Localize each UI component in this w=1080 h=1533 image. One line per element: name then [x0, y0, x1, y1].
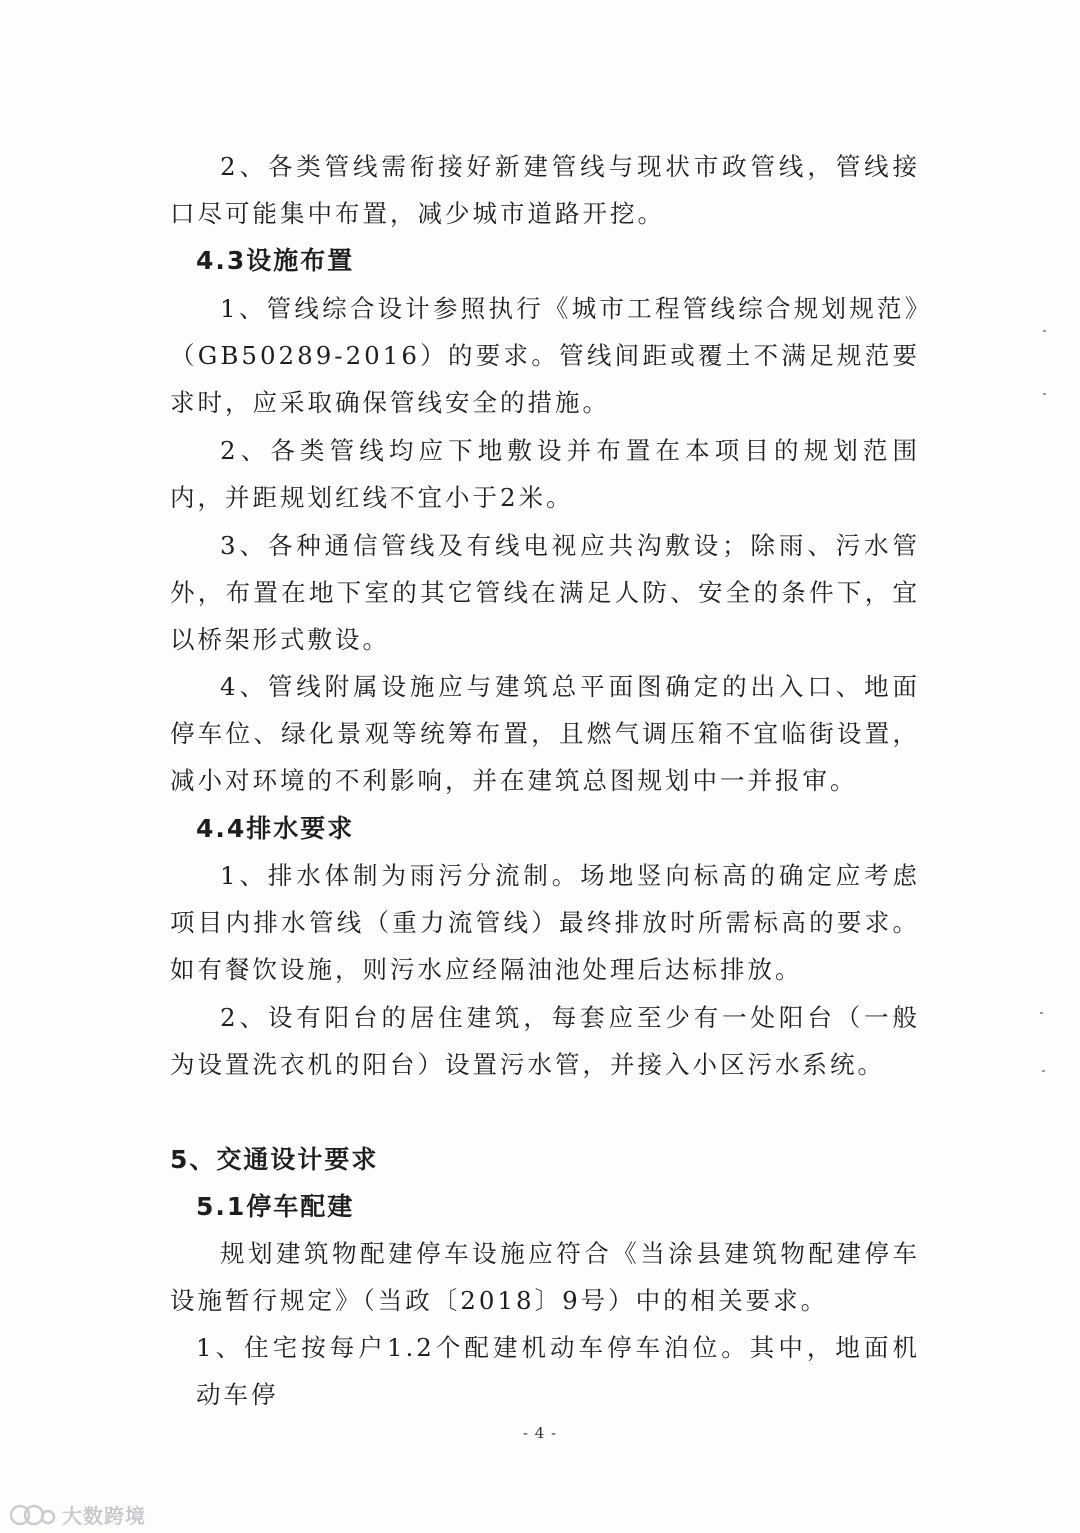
- paragraph-4-4-item-2: 2、设有阳台的居住建筑，每套应至少有一处阳台（一般为设置洗衣机的阳台）设置污水管，并接入小区污水系统。: [170, 1003, 920, 1079]
- scan-speck: [1040, 1012, 1043, 1014]
- scan-speck: [1043, 393, 1046, 395]
- section-heading-4-3: 4.3设施布置: [196, 246, 355, 275]
- paragraph-4-4-item-1: 1、排水体制为雨污分流制。场地竖向标高的确定应考虑项目内排水管线（重力流管线）最终排放时所需标高的要求。如有餐饮设施，则污水应经隔油池处理后达标排放。: [170, 861, 920, 984]
- paragraph-4-3-item-3: 3、各种通信管线及有线电视应共沟敷设；除雨、污水管外，布置在地下室的其它管线在满足人防、安全的条件下，宜以桥架形式敷设。: [170, 531, 920, 654]
- paragraph-5-1-item-1: 1、住宅按每户1.2个配建机动车停车泊位。其中，地面机动车停: [196, 1333, 920, 1409]
- paragraph-5-1-intro: 规划建筑物配建停车设施应符合《当涂县建筑物配建停车设施暂行规定》（当政〔2018〕9号）中的相关要求。: [170, 1239, 920, 1315]
- page-number: - 4 -: [522, 1424, 558, 1442]
- section-heading-5-1: 5.1停车配建: [196, 1192, 355, 1221]
- section-heading-4-4: 4.4排水要求: [196, 814, 355, 843]
- watermark: [10, 1500, 146, 1529]
- section-heading-5: 5、交通设计要求: [170, 1145, 379, 1174]
- watermark-logo-icon: [10, 1502, 56, 1528]
- scan-speck: [1043, 330, 1046, 332]
- paragraph-4-2-item-2: 2、各类管线需衔接好新建管线与现状市政管线，管线接口尽可能集中布置，减少城市道路开挖。: [170, 152, 920, 228]
- watermark-text: 大数跨境: [62, 1504, 146, 1528]
- paragraph-4-3-item-2: 2、各类管线均应下地敷设并布置在本项目的规划范围内，并距规划红线不宜小于2米。: [170, 436, 920, 512]
- scan-speck: [1042, 1070, 1045, 1072]
- paragraph-4-3-item-4: 4、管线附属设施应与建筑总平面图确定的出入口、地面停车位、绿化景观等统筹布置，且燃气调压箱不宜临街设置，减小对环境的不利影响，并在建筑总图规划中一并报审。: [170, 672, 920, 795]
- paragraph-4-3-item-1: 1、管线综合设计参照执行《城市工程管线综合规划规范》（GB50289-2016）的要求。管线间距或覆土不满足规范要求时，应采取确保管线安全的措施。: [170, 294, 920, 417]
